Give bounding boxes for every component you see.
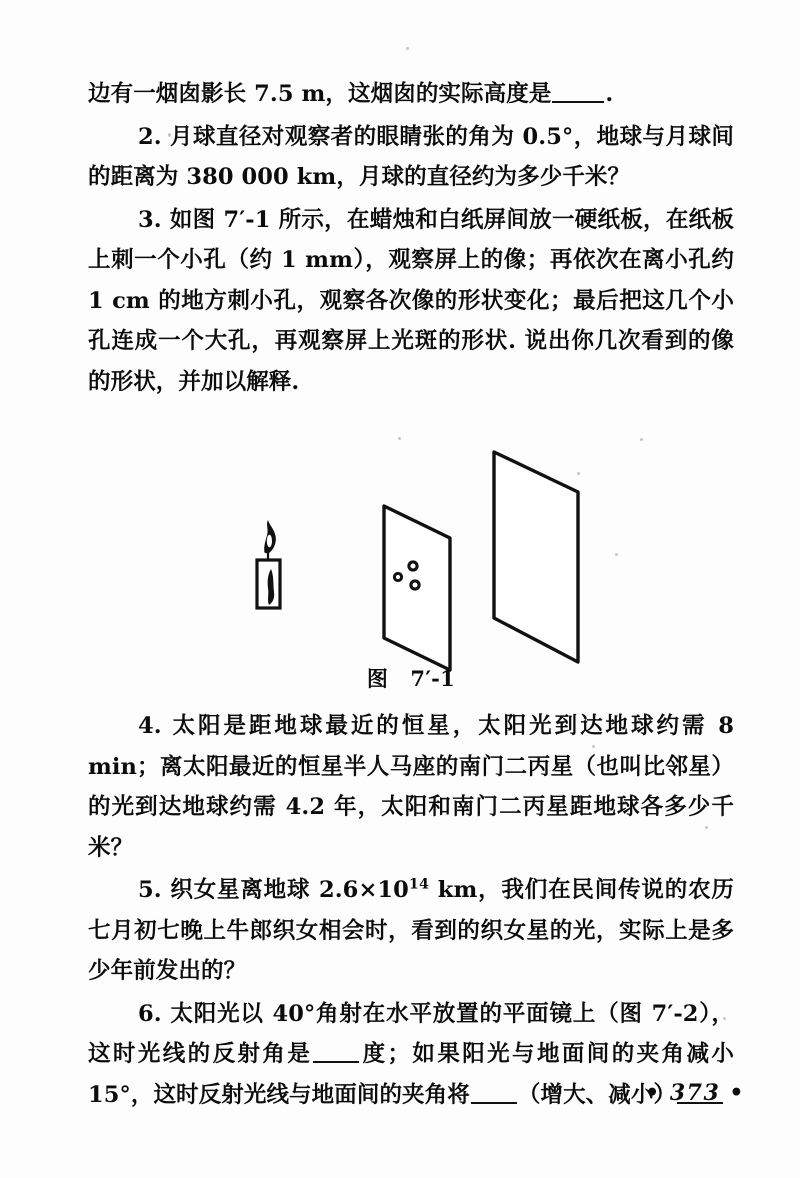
- item-number-4: 4.: [138, 713, 162, 739]
- figure-caption: [88, 663, 734, 693]
- text-body-lower: [88, 706, 734, 1117]
- item-number-6: 6.: [138, 1000, 162, 1027]
- candle: [257, 522, 280, 608]
- item-6-text-part3: （增大、减小）: [517, 1081, 677, 1108]
- item-6-text-part2: 度；如果阳光与地面间的夹角减小 15°，这时反射光线与地面间的夹角将: [88, 1041, 734, 1108]
- item-number-2: 2.: [138, 123, 162, 150]
- paragraph-continuation: [88, 74, 734, 115]
- fill-in-blank: [313, 1040, 359, 1063]
- pinhole-icon: [411, 581, 419, 589]
- cardboard-with-pinholes: [384, 506, 450, 670]
- item-5-text-part2: km，我们在民间传说的农历七月初七晚上牛郎织女相会时，看到的织女星的光，实际上是多少年前发出的？: [88, 877, 734, 984]
- pinhole-icon: [409, 562, 417, 570]
- paragraph-item-2: [88, 117, 734, 198]
- page-number: • 373 •: [645, 1080, 745, 1106]
- item-number-3: 3.: [138, 206, 162, 233]
- paragraph-item-3: [88, 200, 734, 403]
- figure-caption-label: 图: [366, 666, 389, 691]
- paragraph-item-5: [88, 870, 734, 992]
- pinhole-icon: [394, 573, 401, 580]
- exponent-14: 14: [408, 875, 430, 893]
- figure-caption-id: 7′-1: [410, 666, 456, 691]
- paragraph-item-4: [88, 706, 734, 868]
- item-2-text: 月球直径对观察者的眼睛张的角为 0.5°，地球与月球间的距离为 380 000 km，月球的直径约为多少千米？: [88, 123, 734, 190]
- screen-panel: [494, 452, 578, 662]
- fill-in-blank: [552, 80, 604, 103]
- item-3-text: 如图 7′-1 所示，在蜡烛和白纸屏间放一硬纸板，在纸板上刺一个小孔（约 1 mm），观察屏上的像；再依次在离小孔约 1 cm 的地方刺小孔，观察各次像的形状变化；最后把这几个小孔连成一个大孔，再观察屏上光斑的形状. 说出你几次看到的像的形状，并加以解释.: [88, 206, 734, 395]
- white-paper-screen: [494, 452, 578, 662]
- figure-7prime-1: [88, 424, 734, 694]
- item-number-5: 5.: [138, 877, 162, 903]
- item-6-text-part1: 太阳光以 40°角射在水平放置的平面镜上（图 7′-2），这时光线的反射角是: [88, 1000, 734, 1067]
- item-5-text-part1: 织女星离地球 2.6×10: [170, 877, 409, 903]
- candle-flame-core: [267, 535, 272, 547]
- item-4-text: 太阳是距地球最近的恒星，太阳光到达地球约需 8 min；离太阳最近的恒星半人马座的南门二丙星（也叫比邻星）的光到达地球约需 4.2 年，太阳和南门二丙星距地球各多少千米？: [88, 713, 734, 861]
- paragraph-continuation-tail: .: [605, 81, 614, 107]
- figure-illustration: [88, 424, 734, 694]
- scan-speckle: [406, 47, 409, 50]
- paragraph-continuation-text: 边有一烟囱影长 7.5 m，这烟囱的实际高度是: [88, 81, 552, 107]
- text-body-upper: [88, 74, 734, 404]
